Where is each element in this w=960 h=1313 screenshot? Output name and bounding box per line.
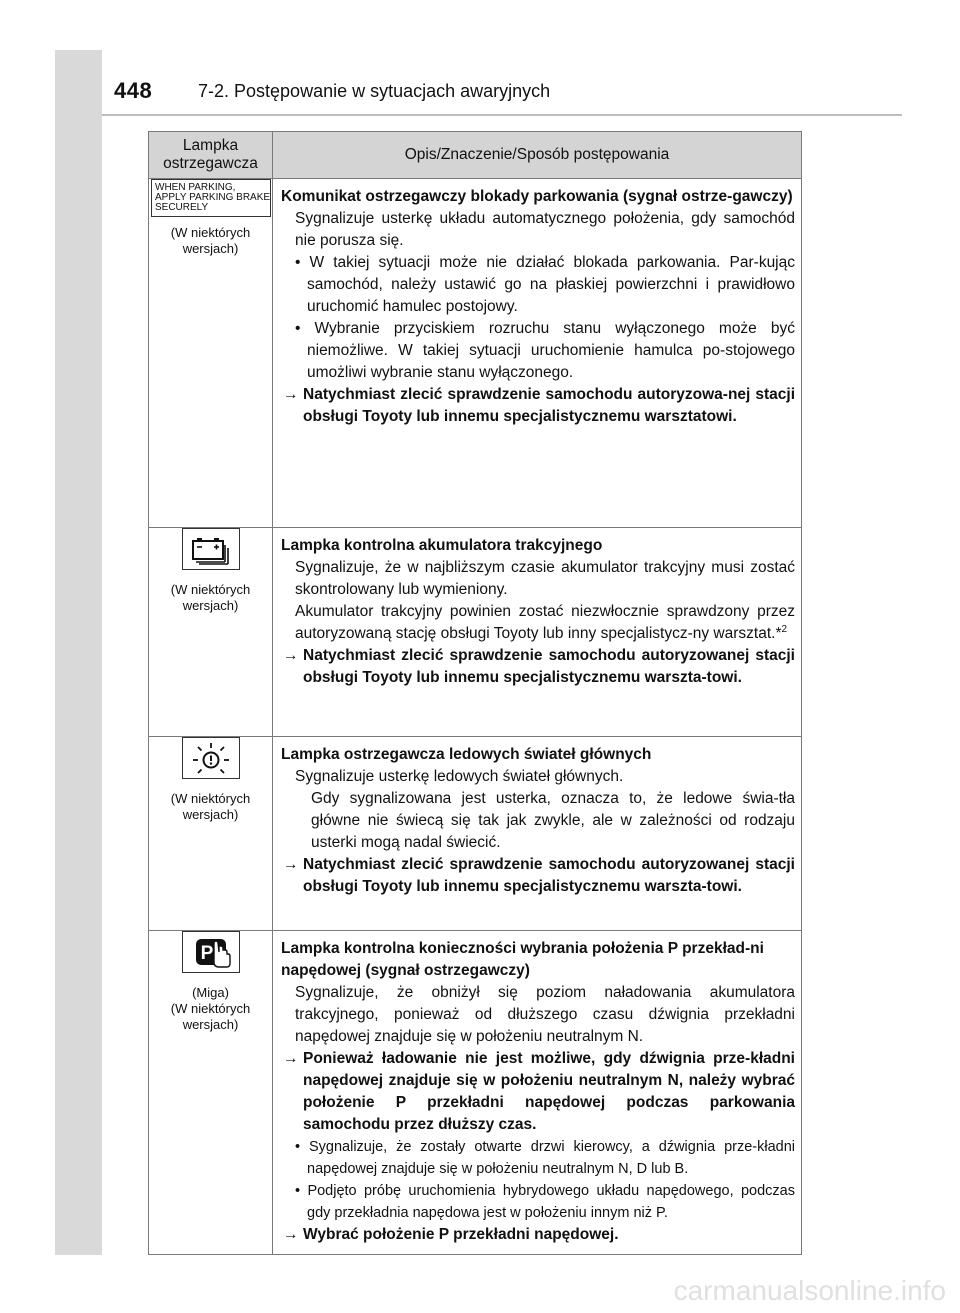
table-header-row xyxy=(149,132,802,179)
page-number: 448 xyxy=(114,78,153,103)
chapter-title: 7-2. Postępowanie w sytuacjach awaryjnych xyxy=(198,81,551,101)
bullet-item: • Sygnalizuje, że zostały otwarte drzwi kierowcy, a dźwignia prze-kładni napędowej znajduje się w położeniu neutralnym N, D lub B. xyxy=(295,1139,795,1177)
headlight-warning-icon xyxy=(182,737,240,779)
warning-lights-table xyxy=(148,131,802,1255)
column-header-lamp: Lampka ostrzegawcza xyxy=(149,132,273,179)
warning-text-secondary xyxy=(295,601,795,645)
version-note: wersjach) xyxy=(182,807,239,822)
warning-text: Sygnalizuje usterkę ledowych świateł głównych. xyxy=(295,768,624,785)
table-row xyxy=(149,737,802,931)
description-cell xyxy=(273,179,802,528)
lamp-cell xyxy=(149,528,273,737)
page-header xyxy=(102,50,902,116)
header-rule xyxy=(102,114,902,116)
table-row xyxy=(149,179,802,528)
blinking-note: (Miga) xyxy=(192,985,229,1000)
version-note: (W niektórych xyxy=(170,1001,251,1016)
description-cell xyxy=(273,528,802,737)
watermark: carmanualsonline.info xyxy=(673,1275,946,1306)
action-text: Natychmiast zlecić sprawdzenie samochodu autoryzowanej stacji obsługi Toyoty lub innemu specjalistycznemu warszta-towi. xyxy=(303,647,795,686)
description-cell xyxy=(273,931,802,1255)
battery-icon xyxy=(182,528,240,570)
svg-text:P: P xyxy=(200,943,213,964)
arrow-icon: → xyxy=(283,1050,299,1067)
version-note: (W niektórych xyxy=(170,791,251,806)
warning-text: Sygnalizuje usterkę układu automatycznego położenia, gdy samochód nie porusza się. xyxy=(295,210,795,249)
lamp-cell xyxy=(149,737,273,931)
version-note: (W niektórych xyxy=(170,582,251,597)
action-text: Ponieważ ładowanie nie jest możliwe, gdy dźwignia prze-kładni napędowej znajduje się w położeniu neutralnym N, należy wybrać położenie P przekładni napędowej podczas parkowania samochodu przez dłuższy czas. xyxy=(303,1050,795,1133)
version-note: wersjach) xyxy=(182,1017,239,1032)
action-instruction xyxy=(281,384,795,428)
lamp-cell xyxy=(149,931,273,1255)
version-note: wersjach) xyxy=(182,241,239,256)
arrow-icon: → xyxy=(283,856,299,873)
action-text: Natychmiast zlecić sprawdzenie samochodu autoryzowa-nej stacji obsługi Toyoty lub innemu specjalistycznemu warsztatowi. xyxy=(303,386,795,425)
action-instruction xyxy=(281,645,795,689)
side-tab-strip xyxy=(55,50,102,1255)
warning-heading: Komunikat ostrzegawczy blokady parkowania (sygnał ostrze-gawczy) xyxy=(281,188,793,205)
arrow-icon: → xyxy=(283,647,299,664)
warning-text: Sygnalizuje, że obniżył się poziom naładowania akumulatora trakcyjnego, ponieważ od dłuższego czasu dźwignia przekładni napędowej znajduje się w położeniu neutralnym N. xyxy=(295,984,795,1045)
bullet-item: • W takiej sytuacji może nie działać blokada parkowania. Par-kując samochód, należy ustawić go na płaskiej powierzchni i prawidłowo uruchomić hamulec postojowy. xyxy=(295,254,795,315)
warning-text-secondary-body: Akumulator trakcyjny powinien zostać niezwłocznie sprawdzony przez autoryzowaną stację obsługi Toyoty lub inny specjalistycz-ny warsztat.* xyxy=(295,603,795,642)
column-header-description: Opis/Znaczenie/Sposób postępowania xyxy=(273,132,802,179)
park-position-icon xyxy=(182,931,240,973)
bullet-item: • Podjęto próbę uruchomienia hybrydowego układu napędowego, podczas gdy przekładnia napędowa jest w położeniu innym niż P. xyxy=(295,1183,795,1221)
table-row xyxy=(149,931,802,1255)
version-note: (W niektórych xyxy=(170,225,251,240)
lamp-cell xyxy=(149,179,273,528)
footnote-marker: 2 xyxy=(781,623,788,635)
display-line: APPLY PARKING BRAKE xyxy=(155,192,271,203)
display-line: SECURELY xyxy=(155,202,209,213)
action-instruction xyxy=(281,1048,795,1136)
table-row xyxy=(149,528,802,737)
bullet-item: • Wybranie przyciskiem rozruchu stanu wyłączonego może być niemożliwe. W takiej sytuacji uruchomienie hamulca po-stojowego umożliwi wybranie stanu wyłączonego. xyxy=(295,320,795,381)
warning-heading: Lampka ostrzegawcza ledowych świateł głównych xyxy=(281,746,652,763)
arrow-icon: → xyxy=(283,386,299,403)
warning-heading: Lampka kontrolna akumulatora trakcyjnego xyxy=(281,537,603,554)
warning-text: Sygnalizuje, że w najbliższym czasie akumulator trakcyjny musi zostać skontrolowany lub wymieniony. xyxy=(295,559,795,598)
parking-message-display xyxy=(151,179,271,217)
action-instruction xyxy=(281,1224,795,1246)
version-note: wersjach) xyxy=(182,598,239,613)
warning-heading: Lampka kontrolna konieczności wybrania położenia P przekład-ni napędowej (sygnał ostrzegawczy) xyxy=(281,940,764,979)
warning-text-secondary: Gdy sygnalizowana jest usterka, oznacza to, że ledowe świa-tła główne nie świecą się tak jak zwykle, ale w zależności od rodzaju usterki mogą nadal świecić. xyxy=(311,790,795,851)
action-text: Natychmiast zlecić sprawdzenie samochodu autoryzowanej stacji obsługi Toyoty lub innemu specjalistycznemu warszta-towi. xyxy=(303,856,795,895)
description-cell xyxy=(273,737,802,931)
display-line: WHEN PARKING, xyxy=(155,182,236,193)
action-text: Wybrać położenie P przekładni napędowej. xyxy=(303,1226,619,1243)
arrow-icon: → xyxy=(283,1226,299,1243)
action-instruction xyxy=(281,854,795,898)
